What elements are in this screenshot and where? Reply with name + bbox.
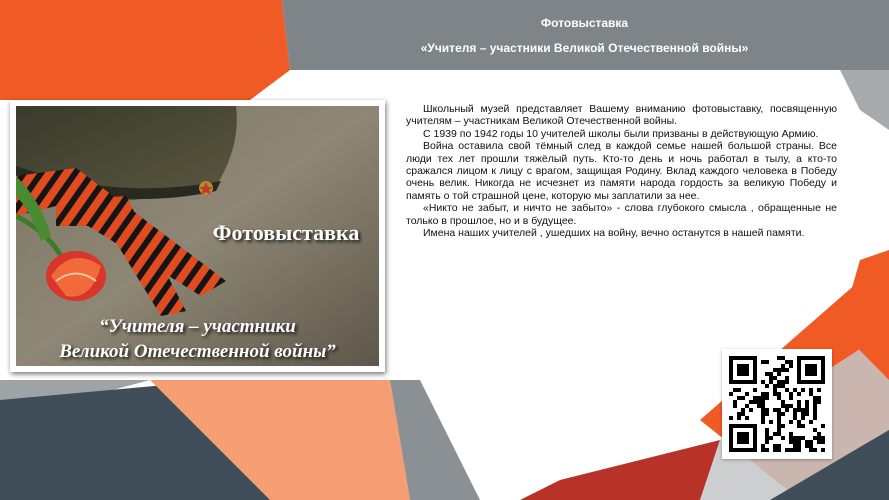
paragraph-memory: Имена наших учителей , ушедших на войну, вечно останутся в нашей памяти. — [423, 227, 805, 240]
photo-overlay-subtitle-line1: “Учителя – участники — [99, 316, 296, 337]
page-subtitle: «Учителя – участники Великой Отечественной войны» — [420, 41, 749, 55]
qr-code-icon[interactable] — [722, 349, 832, 459]
description-text — [406, 103, 837, 239]
header-banner — [280, 0, 889, 70]
photo-image — [16, 106, 379, 366]
qr-code-graphic — [729, 356, 825, 452]
paragraph-intro: Школьный музей представляет Вашему вниманию фотовыставку, посвященную учителям – участникам Великой Отечественной войны. — [406, 103, 837, 128]
exhibition-photo — [10, 100, 385, 372]
red-star-badge-icon — [199, 181, 213, 195]
paragraph-draft: С 1939 по 1942 годы 10 учителей школы были призваны в действующую Армию. — [423, 127, 819, 140]
paragraph-war: Война оставила свой тёмный след в каждой семье нашей большой страны. Все люди тех лет прошли тяжёлый путь. Кто-то день и ночь работал в тылу, а кто-то сражался лицом к лицу с врагом, защищая Родину. Вклад каждого человека в Победу очень велик. Никогда не исчезнет из памяти народа гордость за великую Победу и память о той страшной цене, которую мы заплатили за нее. — [406, 140, 837, 202]
page-title: Фотовыставка — [540, 16, 629, 30]
paragraph-quote: «Никто не забыт, и ничто не забыто» - слова глубокого смысла , обращенные не только в прошлое, но и в будущее. — [406, 202, 837, 227]
photo-overlay-subtitle-line2: Великой Отечественной войны” — [59, 341, 336, 362]
photo-overlay-title: Фотовыставка — [212, 220, 360, 245]
